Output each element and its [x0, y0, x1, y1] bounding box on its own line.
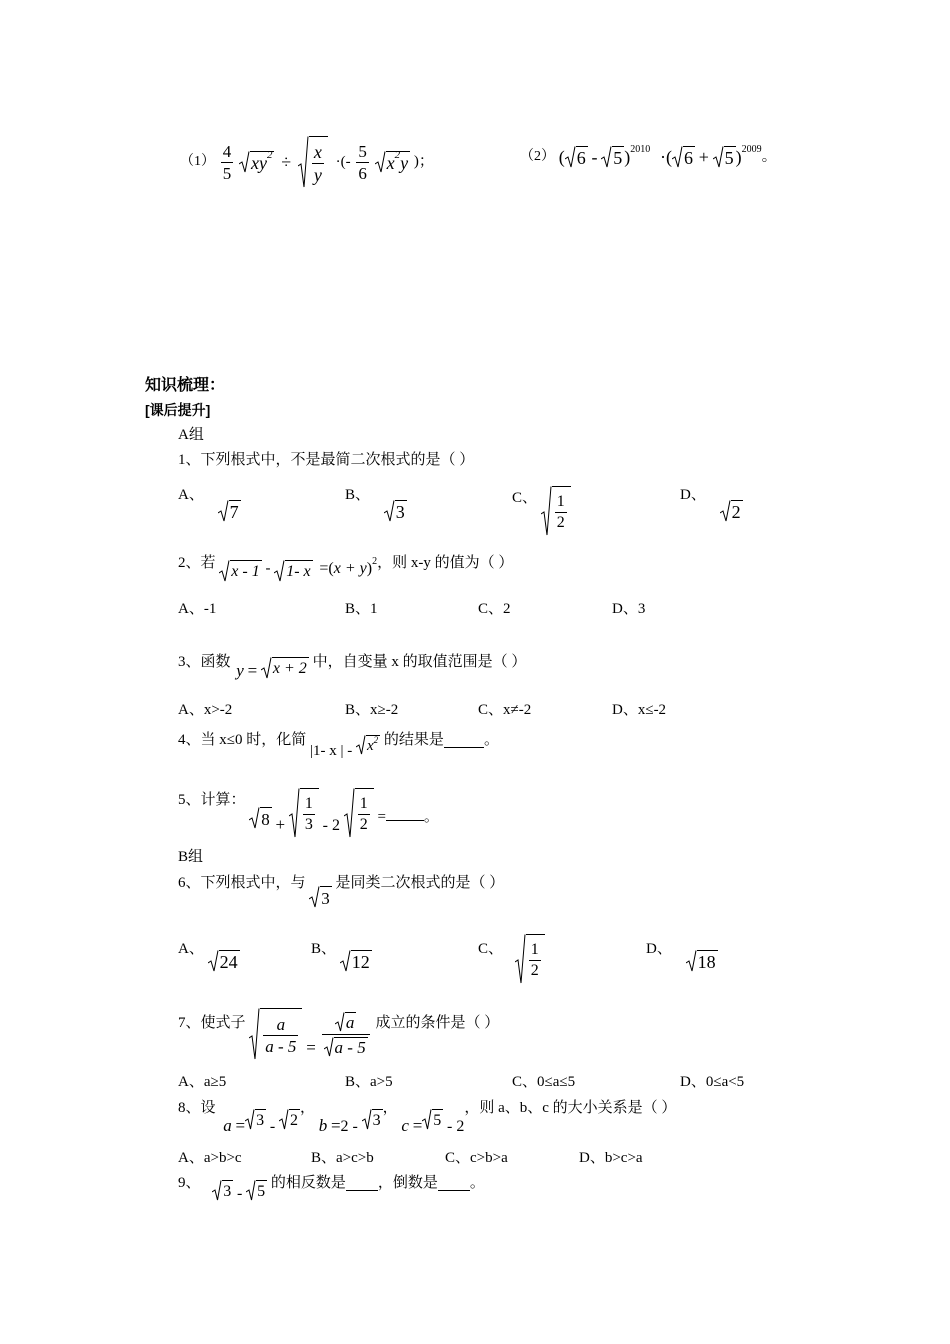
question-3: 3、函数 y = x + 2 中，自变量 x 的取值范围是（ ）: [178, 654, 527, 681]
q3-option-b: B、x≥-2: [345, 702, 399, 718]
question-5: 5、计算： 8 + $\frac{1}{3}$ - 2 $\frac{1}{2}$ = 。: [178, 788, 439, 838]
q1-option-d: D、 2: [680, 487, 741, 522]
radical-sign-icon: [384, 500, 395, 522]
fraction: $\frac{1}{3}$: [304, 794, 313, 833]
radical: x + 2: [261, 657, 309, 679]
section-heading: 知识梳理：: [145, 377, 226, 394]
question-9: 9、 3 - 5 的相反数是 ，倒数是 。: [178, 1175, 485, 1202]
fraction: [322, 1011, 370, 1056]
radical-sign-icon: [375, 151, 386, 173]
radical-sign-icon: [340, 950, 351, 972]
radical: a - 5: [324, 1037, 368, 1057]
answer-blank[interactable]: [438, 1176, 470, 1191]
radical-sign-icon: [686, 950, 697, 972]
radical-sign-icon: [274, 560, 285, 582]
q8-option-c: C、c>b>a: [445, 1150, 508, 1166]
radical-sign-icon: [218, 500, 229, 522]
radical-sign-icon: [713, 146, 724, 168]
radical: x - 1: [219, 560, 261, 582]
radical-sign-icon: [344, 788, 355, 838]
radical: [541, 486, 571, 536]
q1-option-b: B、 3: [345, 487, 405, 522]
q3-option-a: A、x>-2: [178, 702, 233, 718]
question-7: 7、使式子 $\frac{a}{a - 5}$ = $\frac{a}{a - 5}$ 成立的条件是（ ）: [178, 1008, 499, 1060]
fraction: $\frac{4}{5}$: [222, 141, 232, 183]
radical: 12: [340, 950, 372, 972]
fraction: $\frac{1}{2}$: [359, 794, 368, 833]
radical-sign-icon: [208, 950, 219, 972]
radical-sign-icon: [289, 788, 300, 838]
fraction: $\frac{5}{6}$: [358, 141, 367, 183]
radical: 8: [249, 807, 272, 829]
radical-sign-icon: [601, 146, 612, 168]
radical: x 2: [356, 735, 380, 755]
radical: 5: [246, 1180, 267, 1201]
q7-option-b: B、a>5: [345, 1074, 393, 1090]
radical-sign-icon: [541, 486, 552, 536]
radical: 3: [245, 1109, 266, 1130]
radical: 6: [672, 146, 695, 168]
answer-blank[interactable]: [346, 1176, 378, 1191]
radical: 7: [218, 500, 241, 522]
problem-2: （2） ( 6 - 5 )$^{2010}$ ·( 6 + 5 )$^{2009}$。: [520, 144, 777, 168]
radical: 6: [565, 146, 588, 168]
radical: [289, 788, 319, 838]
radical-sign-icon: [720, 500, 731, 522]
radical: [515, 934, 545, 984]
problem-1: （1） $\frac{4}{5}$ xy 2 ÷ $\frac{x}{y}$ ·(- $\frac{5}{6}$ x 2 y )；: [180, 136, 434, 188]
radical-sign-icon: [672, 146, 683, 168]
fraction: $\frac{1}{2}$: [530, 940, 539, 979]
radical-sign-icon: [298, 136, 309, 188]
question-8: 8、设 a = 3 - 2 ， b =2 - 3 ， c = 5 - 2，则 a、b、c 的大小关系是（ ）: [178, 1100, 677, 1135]
q2-option-c: C、2: [478, 601, 511, 617]
fraction: $\frac{a}{a - 5}$: [265, 1014, 297, 1056]
radical-sign-icon: [422, 1109, 432, 1130]
radical-sign-icon: [515, 934, 526, 984]
answer-blank[interactable]: [386, 806, 424, 821]
question-6: 6、下列根式中，与 3 是同类二次根式的是（ ）: [178, 875, 505, 908]
radical: 3: [309, 886, 332, 908]
radical: 5: [422, 1109, 443, 1130]
radical: a: [335, 1012, 357, 1032]
radical-sign-icon: [279, 1109, 289, 1130]
radical-sign-icon: [245, 1109, 255, 1130]
radical-sign-icon: [261, 657, 272, 679]
q3-option-c: C、x≠-2: [478, 702, 532, 718]
radical-sign-icon: [249, 1008, 260, 1060]
radical-sign-icon: [246, 1180, 256, 1201]
q8-option-d: D、b>c>a: [579, 1150, 643, 1166]
q6-option-b: B、 12: [311, 941, 370, 972]
subsection-heading: [课后提升]: [145, 402, 211, 418]
radical: 2: [720, 500, 743, 522]
radical: 3: [384, 500, 407, 522]
q6-option-d: D、 18: [646, 941, 716, 972]
question-4: 4、当 x≤0 时，化简 |1- x | - x 2 的结果是 。: [178, 732, 499, 760]
radical-sign-icon: [212, 1180, 222, 1201]
radical-sign-icon: [565, 146, 576, 168]
radical: [249, 1008, 302, 1060]
radical: 1- x: [274, 560, 312, 582]
radical: 5: [713, 146, 736, 168]
q1-option-c: C、 $\frac{1}{2}$: [512, 486, 571, 536]
radical: xy 2: [239, 151, 274, 173]
q8-option-b: B、a>c>b: [311, 1150, 374, 1166]
group-b-label: B组: [178, 849, 204, 865]
q2-option-a: A、-1: [178, 601, 217, 617]
q1-option-a: A、 7: [178, 487, 239, 522]
problem-2-label: （2）: [520, 149, 555, 164]
radical: [344, 788, 374, 838]
radical: 3: [212, 1180, 233, 1201]
q7-option-c: C、0≤a≤5: [512, 1074, 576, 1090]
q3-option-d: D、x≤-2: [612, 702, 667, 718]
fraction: $\frac{1}{2}$: [556, 492, 565, 531]
radical-sign-icon: [219, 560, 230, 582]
fraction: $\frac{x}{y}$: [313, 141, 322, 185]
radical-sign-icon: [239, 151, 250, 173]
q8-option-a: A、a>b>c: [178, 1150, 242, 1166]
radical: x 2 y: [375, 151, 411, 173]
question-2: 2、若 x - 1 - 1- x $=(x + y)^2$，则 x-y 的值为（ ）: [178, 555, 514, 580]
answer-blank[interactable]: [444, 733, 484, 748]
radical: 18: [686, 950, 718, 972]
radical: 24: [208, 950, 240, 972]
radical-sign-icon: [362, 1109, 372, 1130]
radical-sign-icon: [249, 807, 260, 829]
q7-option-d: D、0≤a<5: [680, 1074, 745, 1090]
radical-sign-icon: [356, 735, 366, 755]
q7-option-a: A、a≥5: [178, 1074, 227, 1090]
radical: 5: [601, 146, 624, 168]
radical-sign-icon: [309, 886, 320, 908]
q2-option-b: B、1: [345, 601, 378, 617]
problem-1-label: （1）: [180, 154, 215, 169]
radical-sign-icon: [324, 1037, 334, 1057]
q2-option-d: D、3: [612, 601, 646, 617]
radical: 3: [362, 1109, 383, 1130]
q6-option-a: A、 24: [178, 941, 238, 972]
radical-sign-icon: [335, 1012, 345, 1032]
group-a-label: A组: [178, 427, 204, 443]
radical: 2: [279, 1109, 300, 1130]
radical: [298, 136, 328, 188]
q6-option-c: C、 $\frac{1}{2}$: [478, 934, 545, 984]
question-1: 1、下列根式中，不是最简二次根式的是（ ）: [178, 452, 475, 468]
